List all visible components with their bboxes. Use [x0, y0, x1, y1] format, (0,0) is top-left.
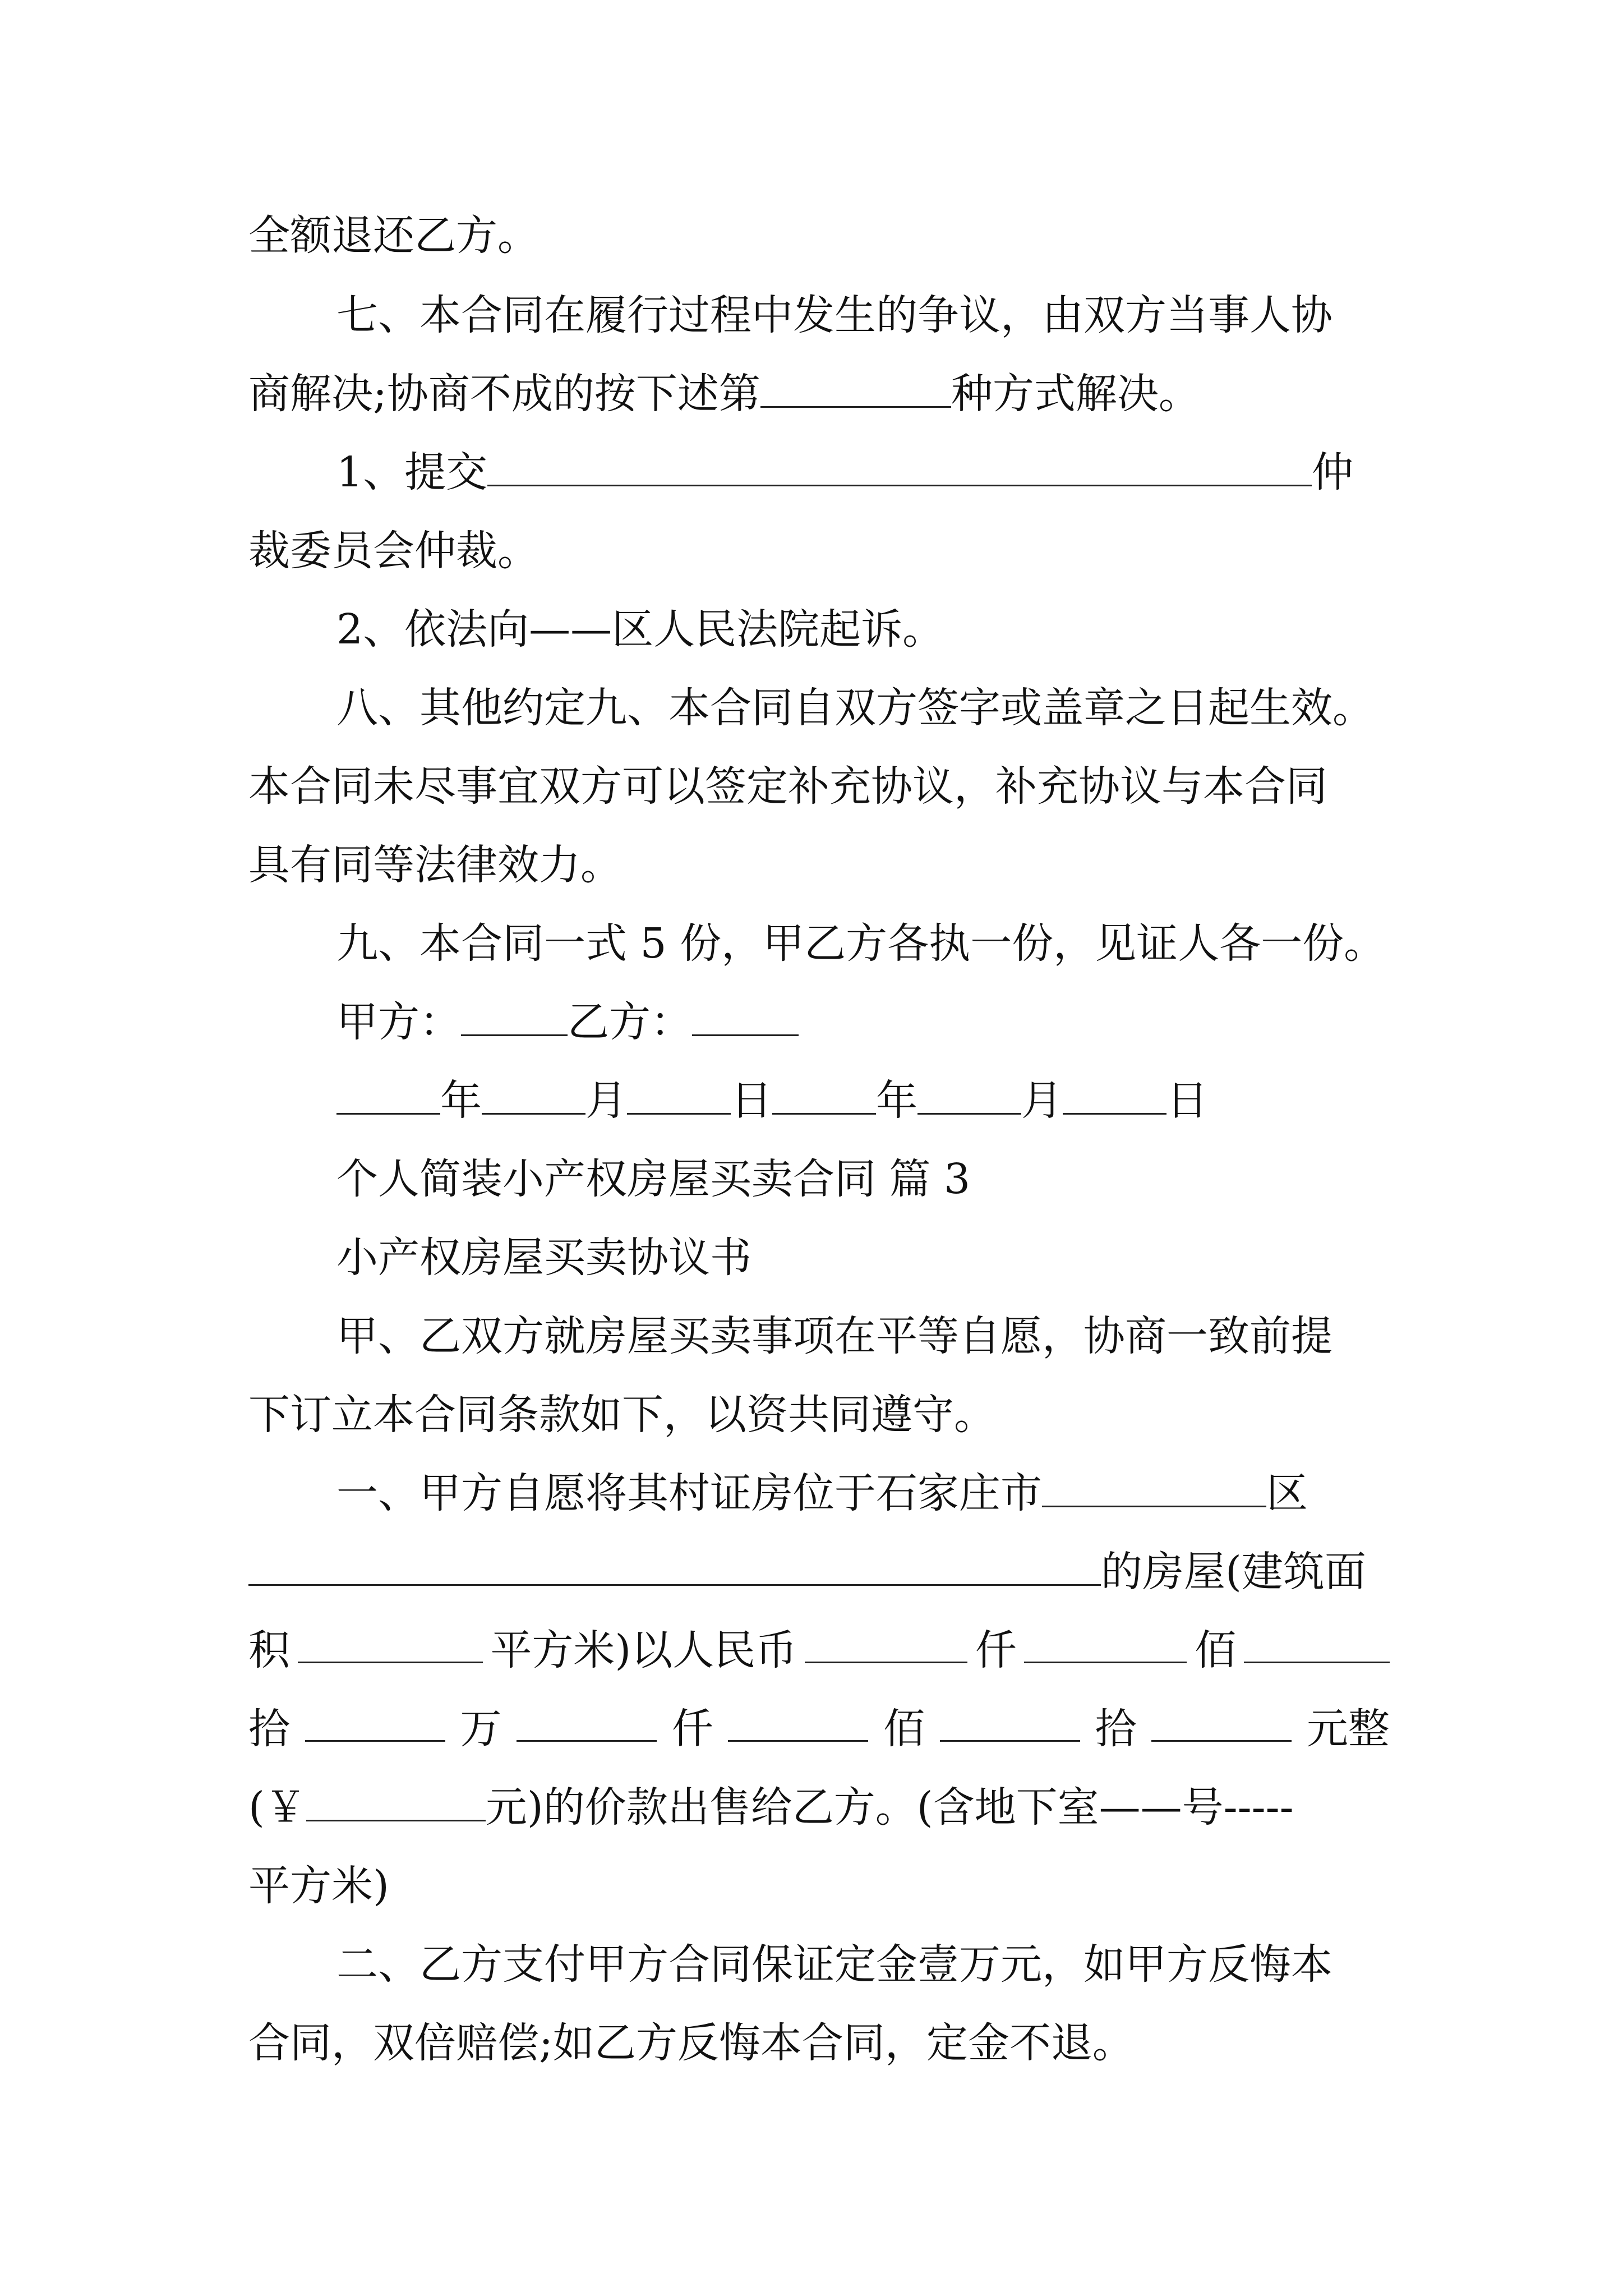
price-line: 拾 万 仟 佰 拾 元整: [248, 1701, 1390, 1757]
amount-blank: [305, 1701, 445, 1742]
amount-blank: [805, 1622, 967, 1663]
option-two: 2、依法向——区人民法院起诉。: [336, 605, 944, 654]
month-blank: [917, 1074, 1021, 1115]
preamble-line: 甲、乙双方就房屋买卖事项在平等自愿，协商一致前提: [336, 1312, 1332, 1360]
clause-one: 一、甲方自愿将其村证房位于石家庄市 区: [336, 1465, 1308, 1521]
option-one: 1、提交 仲: [336, 444, 1353, 500]
amount-blank: [728, 1701, 868, 1742]
amount-blank: [306, 1780, 486, 1821]
address-blank: [248, 1545, 1101, 1586]
amount-blank: [1024, 1622, 1187, 1663]
clause-eight: 八、其他约定九、本合同自双方签字或盖章之日起生效。: [336, 684, 1374, 732]
year-blank: [336, 1074, 440, 1115]
clause-two: 二、乙方支付甲方合同保证定金壹万元，如甲方反悔本: [336, 1940, 1332, 1989]
day-blank: [627, 1074, 731, 1115]
fill-blank: [760, 367, 951, 408]
clause-seven: 七、本合同在履行过程中发生的争议，由双方当事人协: [336, 291, 1332, 339]
year-blank: [772, 1074, 876, 1115]
agreement-title: 小产权房屋买卖协议书: [336, 1234, 751, 1282]
clause-nine: 九、本合同一式 5 份，甲乙方各执一份，见证人各一份。: [336, 919, 1386, 968]
paragraph-line: 商解决;协商不成的按下述第 种方式解决。: [248, 366, 1200, 422]
paragraph-line: 平方米): [248, 1862, 389, 1910]
paragraph-line: 全额退还乙方。: [248, 211, 539, 260]
date-line: 年 月 日 年 月 日: [336, 1073, 1208, 1129]
price-line: 积 平方米)以人民币 仟 佰: [248, 1622, 1390, 1678]
paragraph-line: 具有同等法律效力。: [248, 841, 622, 889]
paragraph-line: 的房屋(建筑面: [248, 1544, 1366, 1600]
paragraph-line: 本合同未尽事宜双方可以签定补充协议，补充协议与本合同: [248, 762, 1327, 811]
month-blank: [482, 1074, 585, 1115]
paragraph-line: (￥ 元)的价款出售给乙方。(含地下室——号-----: [248, 1779, 1294, 1835]
party-a-blank: [461, 995, 568, 1036]
area-blank: [298, 1622, 483, 1663]
amount-blank: [517, 1701, 657, 1742]
section-title: 个人简装小产权房屋买卖合同 篇 3: [336, 1155, 971, 1203]
amount-blank: [1151, 1701, 1292, 1742]
paragraph-line: 下订立本合同条款如下，以资共同遵守。: [248, 1391, 995, 1439]
amount-blank: [1244, 1622, 1390, 1663]
signature-line: 甲方： 乙方：: [336, 994, 799, 1050]
paragraph-line: 裁委员会仲裁。: [248, 527, 539, 575]
fill-blank: [487, 445, 1312, 486]
paragraph-line: 合同，双倍赔偿;如乙方反悔本合同，定金不退。: [248, 2019, 1134, 2067]
party-b-blank: [692, 995, 799, 1036]
amount-blank: [940, 1701, 1080, 1742]
day-blank: [1063, 1074, 1166, 1115]
district-blank: [1042, 1466, 1266, 1507]
